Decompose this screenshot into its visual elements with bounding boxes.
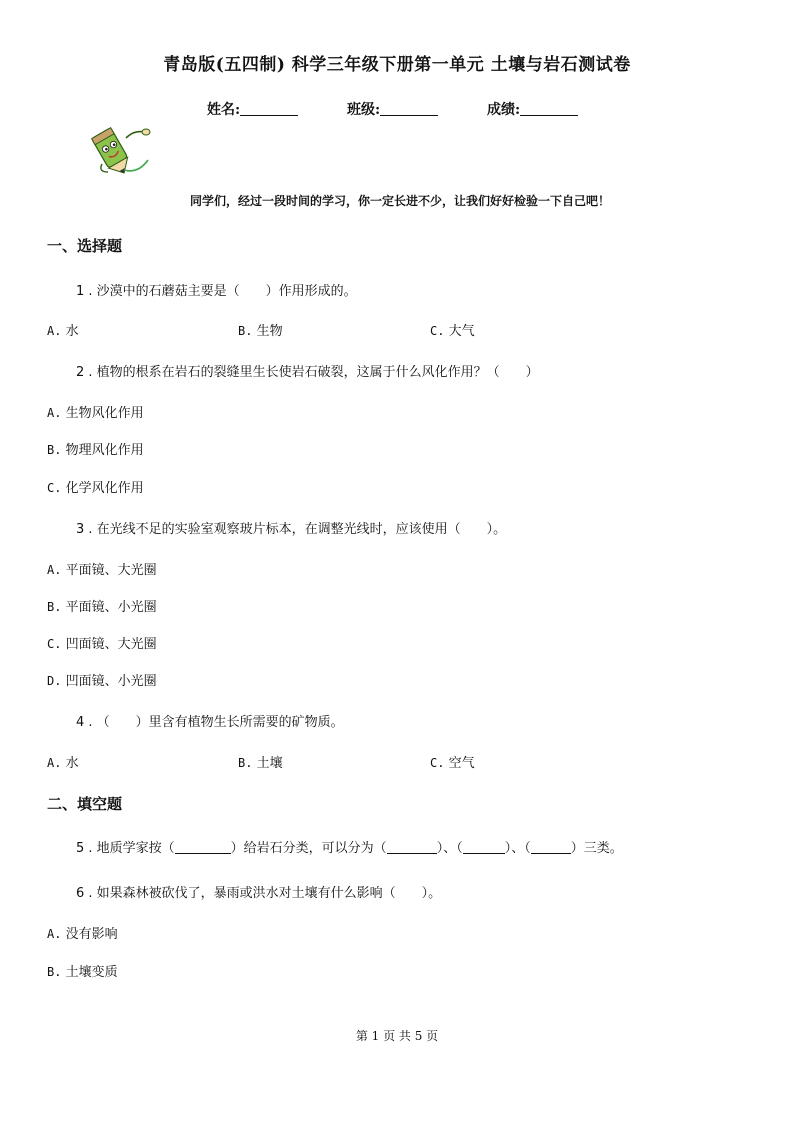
q2-option-a: A. 生物风化作用 [47, 406, 144, 421]
q3-option-d: D. 凹面镜、小光圈 [47, 674, 157, 689]
q1-option-b: B. 生物 [238, 324, 283, 339]
class-blank [380, 101, 438, 116]
q3-option-b: B. 平面镜、小光圈 [47, 600, 157, 615]
q5-blank-1 [175, 840, 231, 854]
greeting-text: 同学们，经过一段时间的学习，你一定长进不少，让我们好好检验一下自己吧！ [190, 194, 611, 208]
q1-option-a: A. 水 [47, 324, 79, 339]
q5-blank-2 [387, 840, 437, 854]
q5-blank-3 [463, 840, 505, 854]
q1-option-c: C. 大气 [430, 324, 475, 339]
pencil-mascot-icon [88, 120, 154, 178]
question-5: 5 . 地质学家按（ ）给岩石分类，可以分为（ ）、（ ）、（ ）三类。 [76, 841, 623, 856]
page-title: 青岛版(五四制) 科学三年级下册第一单元 土壤与岩石测试卷 [163, 55, 631, 75]
name-field [207, 99, 298, 119]
section-fill-heading: 二、填空题 [47, 795, 123, 813]
q5-blank-4 [531, 840, 571, 854]
question-4: 4 . （ ）里含有植物生长所需要的矿物质。 [76, 715, 344, 730]
score-label: 成绩: [487, 102, 521, 118]
page-footer: 第 1 页 共 5 页 [355, 1029, 439, 1043]
q3-option-c: C. 凹面镜、大光圈 [47, 637, 157, 652]
class-label: 班级: [347, 102, 381, 118]
score-field [487, 99, 578, 119]
name-blank [240, 101, 298, 116]
class-field [347, 99, 438, 119]
q4-option-b: B. 土壤 [238, 756, 283, 771]
q6-option-b: B. 土壤变质 [47, 965, 118, 980]
q4-option-c: C. 空气 [430, 756, 475, 771]
question-2: 2 . 植物的根系在岩石的裂缝里生长使岩石破裂，这属于什么风化作用？（ ） [76, 365, 539, 380]
question-3: 3 . 在光线不足的实验室观察玻片标本，在调整光线时，应该使用（ ）。 [76, 522, 507, 537]
score-blank [520, 101, 578, 116]
q6-option-a: A. 没有影响 [47, 927, 118, 942]
section-choice-heading: 一、选择题 [47, 237, 123, 255]
q3-option-a: A. 平面镜、大光圈 [47, 563, 157, 578]
question-6: 6 . 如果森林被砍伐了，暴雨或洪水对土壤有什么影响（ ）。 [76, 886, 442, 901]
q2-option-b: B. 物理风化作用 [47, 443, 144, 458]
q2-option-c: C. 化学风化作用 [47, 481, 144, 496]
q4-option-a: A. 水 [47, 756, 79, 771]
name-label: 姓名: [207, 102, 241, 118]
question-1: 1 . 沙漠中的石蘑菇主要是（ ）作用形成的。 [76, 284, 357, 299]
